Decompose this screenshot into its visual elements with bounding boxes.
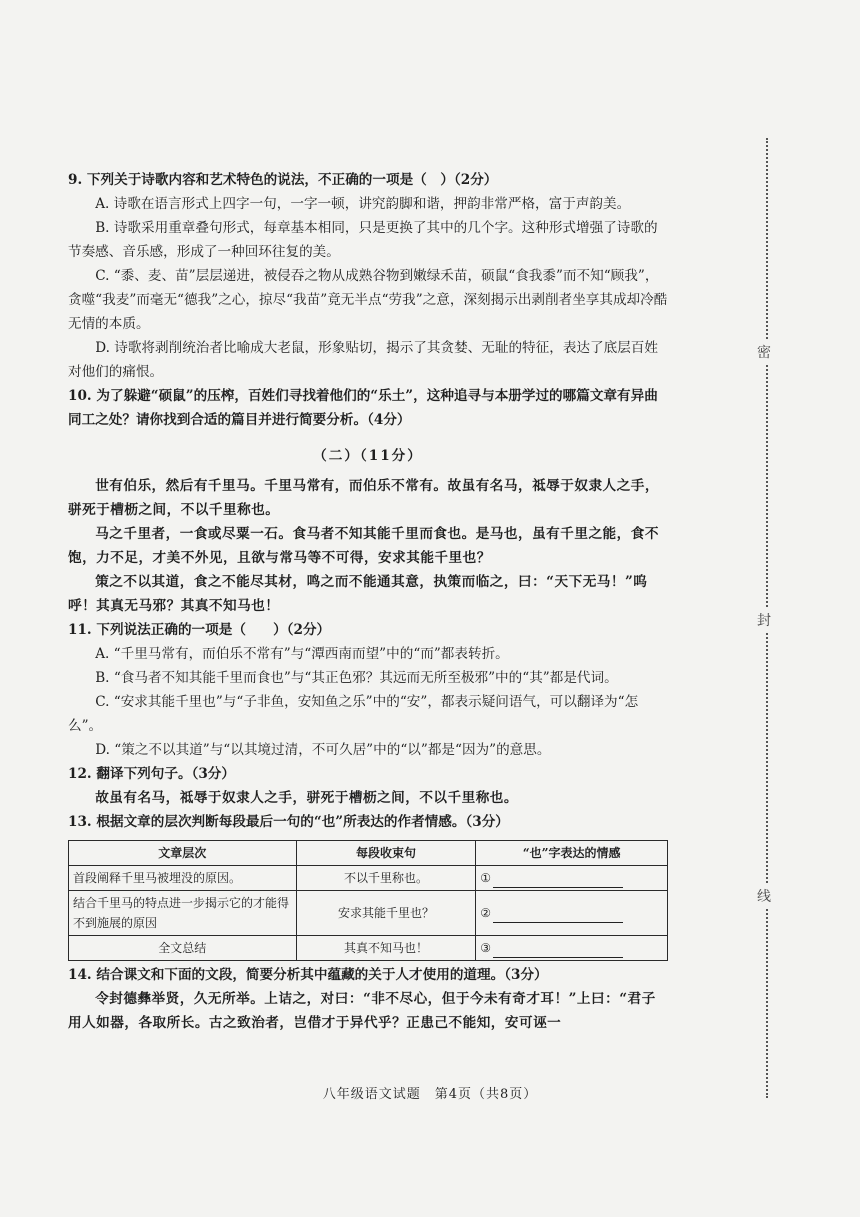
answer-blank[interactable] <box>493 908 623 923</box>
table-header-emotion: “也”字表达的情感 <box>476 841 668 866</box>
table-cell-answer[interactable] <box>476 866 668 891</box>
table-cell-sentence: 不以千里称也。 <box>296 866 476 891</box>
answer-blank[interactable] <box>493 943 623 958</box>
q12-sentence: 故虽有名马，祗辱于奴隶人之手，骈死于槽枥之间，不以千里称也。 <box>95 790 518 806</box>
q11-option-b: B. “食马者不知其能千里而食也”与“其正色邪？其远而无所至极邪”中的“其”都是代词。 <box>95 670 618 686</box>
binding-char-feng: 封 <box>757 608 771 632</box>
table-header-level: 文章层次 <box>69 841 297 866</box>
q9-option-c: C. “黍、麦、苗”层层递进，被侵吞之物从成熟谷物到嫩绿禾苗，硕鼠“食我黍”而不知“顾我”，贪噬“我麦”而毫无“德我”之心，掠尽“我苗”竟无半点“劳我”之意，深刻揭示出剥削者坐享其成却冷酷无情的本质。 <box>68 268 668 332</box>
q9-stem: 9. 下列关于诗歌内容和艺术特色的说法，不正确的一项是（ ）（2分） <box>68 172 498 188</box>
table-cell-level: 全文总结 <box>69 936 297 961</box>
page-footer: 八年级语文试题 第4页（共8页） <box>322 1087 538 1102</box>
table-cell-sentence: 其真不知马也！ <box>296 936 476 961</box>
q11-option-a: A. “千里马常有，而伯乐不常有”与“潭西南而望”中的“而”都表转折。 <box>95 646 509 662</box>
binding-char-mi: 密 <box>757 340 771 364</box>
table-cell-level: 首段阐释千里马被埋没的原因。 <box>69 866 297 891</box>
q11-option-d: D. “策之不以其道”与“以其境过清，不可久居”中的“以”都是“因为”的意思。 <box>95 742 551 758</box>
q9-option-d: D. 诗歌将剥削统治者比喻成大老鼠，形象贴切，揭示了其贪婪、无耻的特征，表达了底层百姓对他们的痛恨。 <box>68 340 658 380</box>
table-header-row <box>69 841 668 866</box>
passage-para-3: 策之不以其道，食之不能尽其材，鸣之而不能通其意，执策而临之，曰：“天下无马！”呜呼！其真无马邪？其真不知马也！ <box>68 574 648 614</box>
q11-option-c: C. “安求其能千里也”与“子非鱼，安知鱼之乐”中的“安”，都表示疑问语气，可以翻译为“怎么”。 <box>68 694 639 734</box>
q12-stem: 12. 翻译下列句子。（3分） <box>68 766 235 782</box>
q13-stem: 13. 根据文章的层次判断每段最后一句的“也”所表达的作者情感。（3分） <box>68 814 509 830</box>
passage-para-1: 世有伯乐，然后有千里马。千里马常有，而伯乐不常有。故虽有名马，祗辱于奴隶人之手，骈死于槽枥之间，不以千里称也。 <box>68 478 659 518</box>
section2-title: （二）（11分） <box>313 448 423 464</box>
q10-stem: 10. 为了躲避“硕鼠”的压榨，百姓们寻找着他们的“乐土”，这种追寻与本册学过的哪篇文章有异曲同工之处？请你找到合适的篇目并进行简要分析。（4分） <box>68 388 658 428</box>
q9-option-a: A. 诗歌在语言形式上四字一句，一字一顿，讲究韵脚和谐，押韵非常严格，富于声韵美。 <box>95 196 631 212</box>
answer-mark: ② <box>480 906 492 920</box>
answer-blank[interactable] <box>493 873 623 888</box>
passage-para-2: 马之千里者，一食或尽粟一石。食马者不知其能千里而食也。是马也，虽有千里之能，食不饱，力不足，才美不外见，且欲与常马等不可得，安求其能千里也？ <box>68 526 659 566</box>
table-row <box>69 891 668 936</box>
q11-stem: 11. 下列说法正确的一项是（ ）（2分） <box>68 622 331 638</box>
answer-mark: ③ <box>480 941 492 955</box>
table-cell-sentence: 安求其能千里也？ <box>296 891 476 936</box>
exam-content <box>68 168 668 1035</box>
q14-stem: 14. 结合课文和下面的文段，简要分析其中蕴藏的关于人才使用的道理。（3分） <box>68 967 548 983</box>
table-cell-level: 结合千里马的特点进一步揭示它的才能得不到施展的原因 <box>69 891 297 936</box>
answer-mark: ① <box>480 871 492 885</box>
q13-table <box>68 840 668 961</box>
table-row <box>69 866 668 891</box>
table-header-sentence: 每段收束句 <box>296 841 476 866</box>
binding-char-xian: 线 <box>757 884 771 908</box>
table-cell-answer[interactable] <box>476 936 668 961</box>
table-cell-answer[interactable] <box>476 891 668 936</box>
table-row <box>69 936 668 961</box>
q9-option-b: B. 诗歌采用重章叠句形式，每章基本相同，只是更换了其中的几个字。这种形式增强了诗歌的节奏感、音乐感，形成了一种回环往复的美。 <box>68 220 658 260</box>
q14-passage: 令封德彝举贤，久无所举。上诘之，对曰：“非不尽心，但于今未有奇才耳！”上曰：“君子用人如器，各取所长。古之致治者，岂借才于异代乎？正患己不能知，安可诬一 <box>68 991 656 1031</box>
